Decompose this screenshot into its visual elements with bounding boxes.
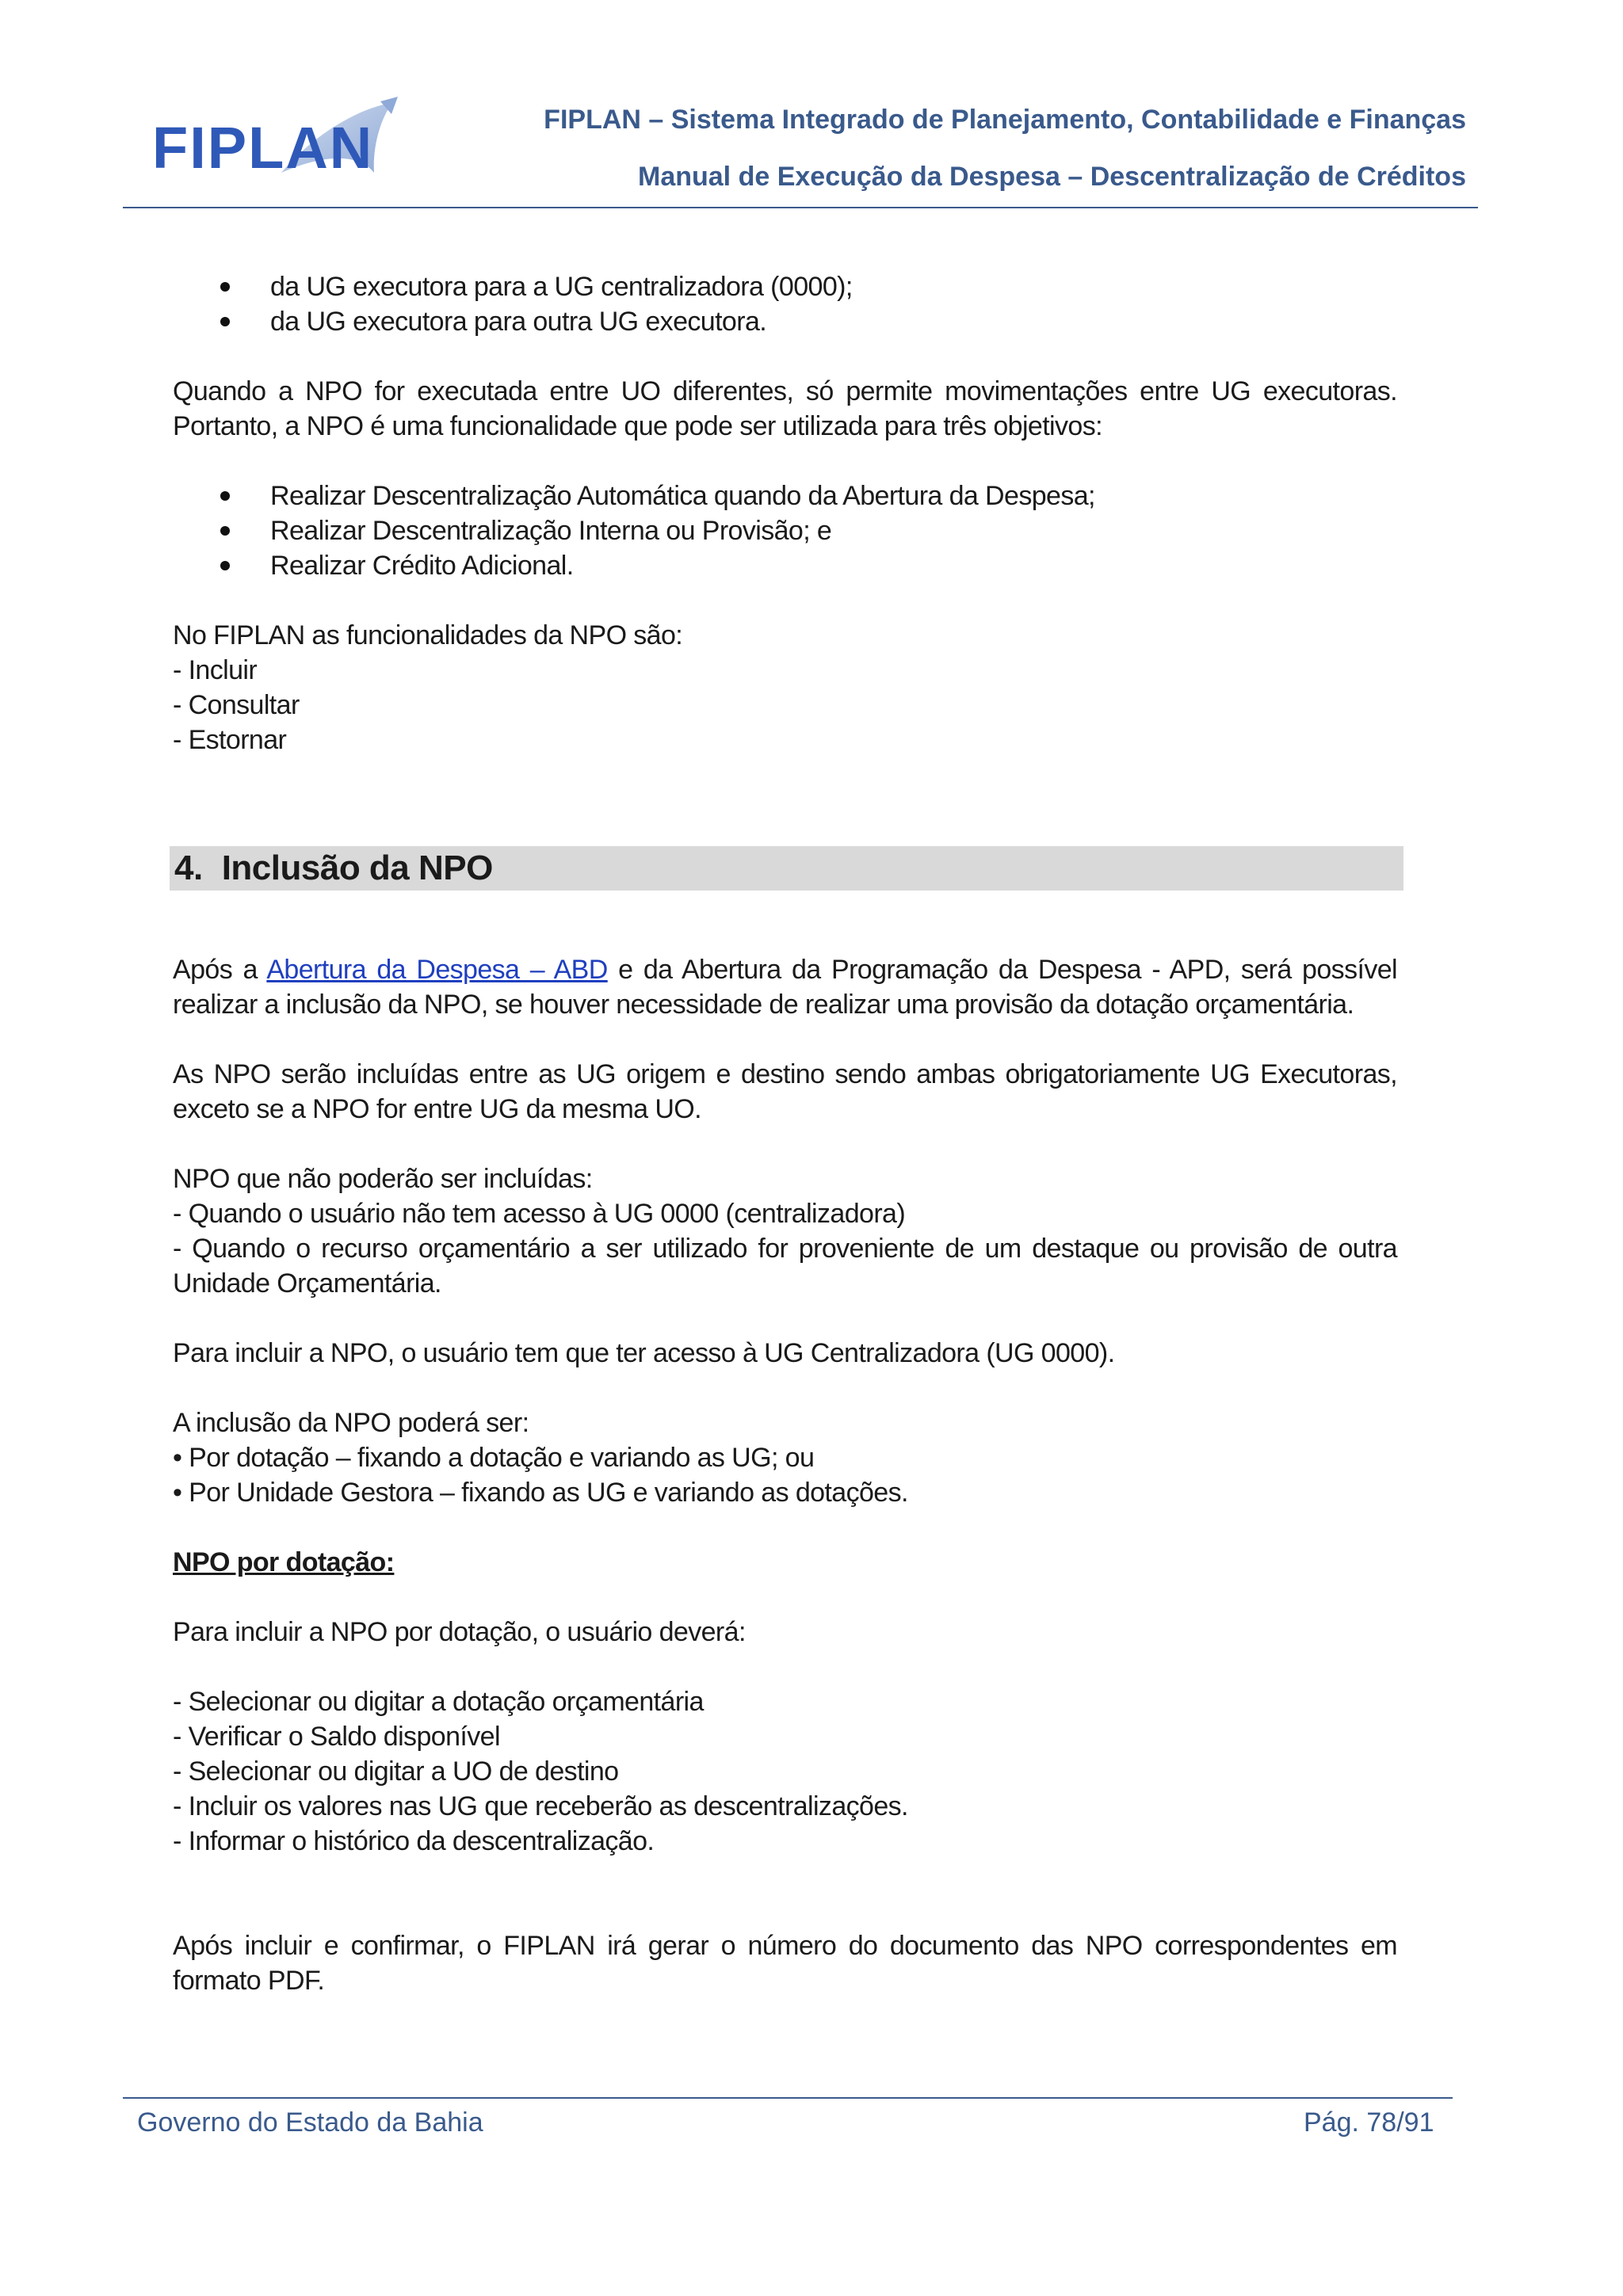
paragraph-final: Após incluir e confirmar, o FIPLAN irá gerar o número do documento das NPO correspondentes em formato PDF.: [173, 1931, 1397, 1996]
paragraph-access: Para incluir a NPO, o usuário tem que ter acesso à UG Centralizadora (UG 0000).: [173, 1338, 1115, 1368]
list-item: Realizar Descentralização Automática quando da Abertura da Despesa;: [173, 479, 1397, 513]
functions-intro: No FIPLAN as funcionalidades da NPO são:: [173, 620, 683, 650]
paragraph-included-between: As NPO serão incluídas entre as UG origem e destino sendo ambas obrigatoriamente UG Executoras, exceto se a NPO for entre UG da mesma UO.: [173, 1059, 1397, 1124]
footer-organization: Governo do Estado da Bahia: [137, 2107, 483, 2138]
list-item: - Estornar: [173, 725, 287, 755]
list-item: Realizar Descentralização Interna ou Provisão; e: [173, 513, 1397, 548]
page-number: Pág. 78/91: [1304, 2107, 1434, 2138]
section-title: Inclusão da NPO: [221, 849, 493, 887]
subheading-npo-por-dotacao: NPO por dotação:: [173, 1547, 395, 1577]
list-item: - Incluir os valores nas UG que receberão as descentralizações.: [173, 1791, 908, 1821]
paragraph-after-abd: Após a Abertura da Despesa – ABD e da Abertura da Programação da Despesa - APD, será possível realizar a inclusão da NPO, se houver necessidade de realizar uma provisão da dotação orçamentária.: [173, 955, 1397, 1020]
bullet-icon: [220, 282, 230, 292]
footer-divider: [123, 2097, 1453, 2099]
list-item: - Informar o histórico da descentralização.: [173, 1826, 655, 1856]
fiplan-logo-icon: [143, 87, 412, 190]
bullet-icon: [220, 317, 230, 326]
document-body: [173, 269, 1397, 1998]
list-item: - Quando o recurso orçamentário a ser utilizado for proveniente de um destaque ou provisão de outra Unidade Orçamentária.: [173, 1234, 1397, 1299]
header-divider: [123, 207, 1478, 208]
header-subtitle: Manual de Execução da Despesa – Descentralização de Créditos: [638, 162, 1466, 192]
list-item: - Verificar o Saldo disponível: [173, 1722, 500, 1752]
list-item: - Consultar: [173, 690, 300, 720]
list-item: • Por Unidade Gestora – fixando as UG e variando as dotações.: [173, 1478, 908, 1508]
list-item: da UG executora para outra UG executora.: [173, 304, 1397, 339]
section-number: 4.: [174, 849, 203, 887]
bullet-icon: [220, 561, 230, 570]
list-item: da UG executora para a UG centralizadora (0000);: [173, 269, 1397, 304]
intro-bullet-list: [173, 269, 1397, 339]
fiplan-logo: [143, 87, 412, 190]
list-item: Realizar Crédito Adicional.: [173, 548, 1397, 583]
bullet-icon: [220, 491, 230, 501]
paragraph-by-dotacao: Para incluir a NPO por dotação, o usuário deverá:: [173, 1617, 746, 1647]
list-item: • Por dotação – fixando a dotação e variando as UG; ou: [173, 1443, 815, 1473]
bullet-icon: [220, 526, 230, 536]
header-title: FIPLAN – Sistema Integrado de Planejamento, Contabilidade e Finanças: [544, 105, 1466, 135]
section-heading: [170, 846, 1403, 891]
objective-bullet-list: [173, 479, 1397, 583]
list-item: - Selecionar ou digitar a dotação orçamentária: [173, 1687, 704, 1717]
list-item: - Incluir: [173, 655, 258, 685]
list-item: - Selecionar ou digitar a UO de destino: [173, 1756, 619, 1787]
list-item: - Quando o usuário não tem acesso à UG 0000 (centralizadora): [173, 1199, 906, 1229]
inclusion-modes-intro: A inclusão da NPO poderá ser:: [173, 1408, 529, 1438]
cannot-include-intro: NPO que não poderão ser incluídas:: [173, 1164, 593, 1194]
svg-text:FIPLAN: FIPLAN: [152, 115, 374, 181]
page-header: [123, 79, 1478, 210]
paragraph-npo-between-uo: Quando a NPO for executada entre UO diferentes, só permite movimentações entre UG executoras. Portanto, a NPO é uma funcionalidade que pode ser utilizada para três objetivos:: [173, 376, 1397, 441]
abertura-despesa-link[interactable]: Abertura da Despesa – ABD: [266, 955, 608, 985]
